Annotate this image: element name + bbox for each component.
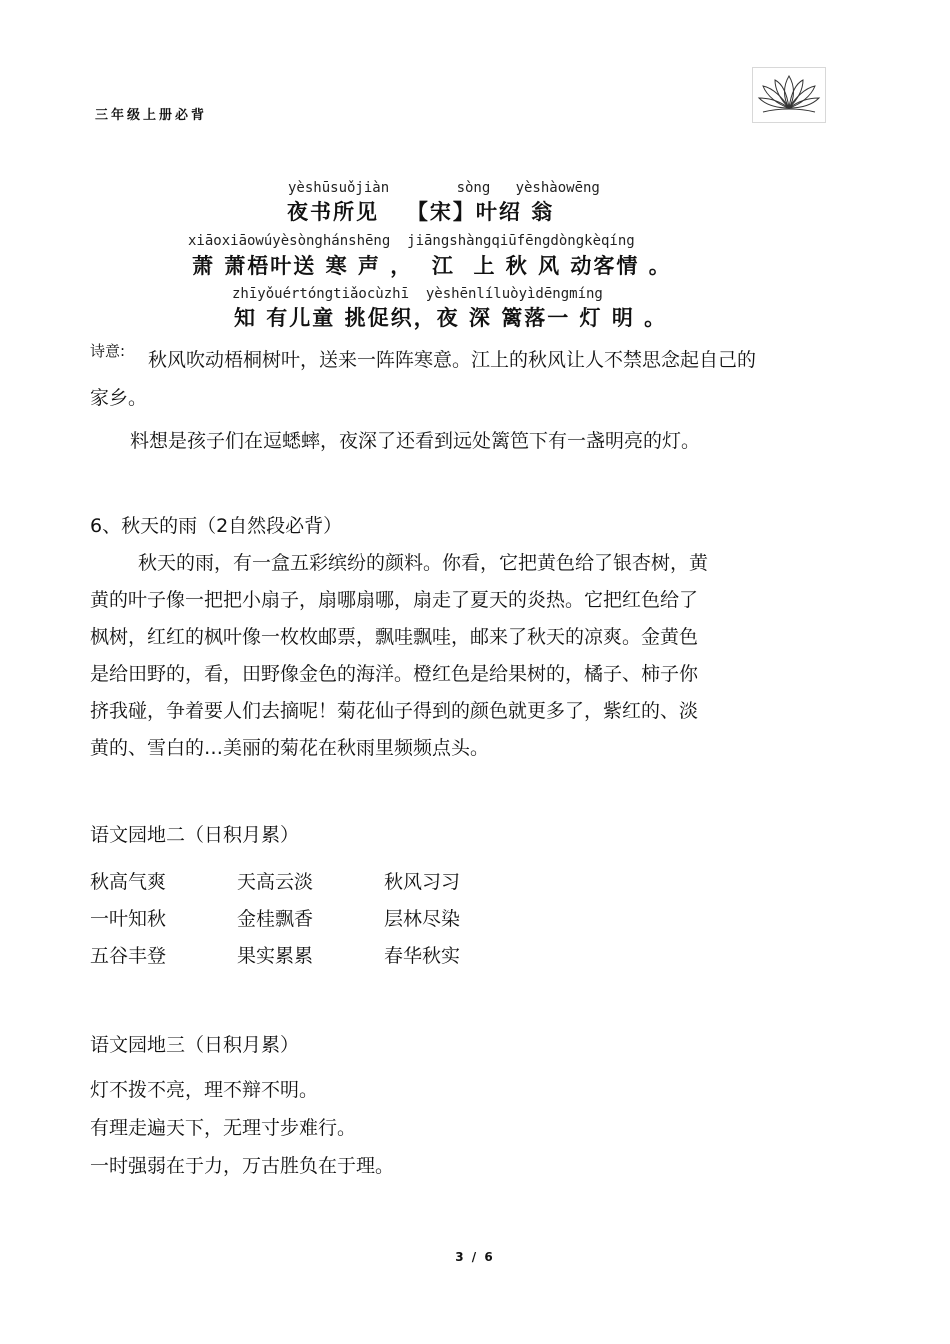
idiom: 秋风习习	[384, 871, 461, 893]
idiom: 天高云淡	[237, 871, 314, 893]
section6-line: 是给田野的，看，田野像金色的海洋。橙红色是给果树的，橘子、柿子你	[90, 663, 699, 685]
idiom: 一叶知秋	[90, 908, 167, 930]
lotus-icon	[752, 67, 826, 123]
section6-heading: 6、秋天的雨（2自然段必背）	[90, 515, 343, 537]
idiom: 秋高气爽	[90, 871, 167, 893]
meaning-label: 诗意:	[90, 342, 126, 360]
poem-line1: 萧 萧梧叶送 寒 声 ， 江 上 秋 风 动客情 。	[192, 254, 672, 278]
section6-line: 黄的叶子像一把把小扇子，扇哪扇哪，扇走了夏天的炎热。它把红色给了	[90, 589, 699, 611]
garden3-heading: 语文园地三（日积月累）	[90, 1034, 300, 1056]
meaning-line-3: 料想是孩子们在逗蟋蟀，夜深了还看到远处篱笆下有一盏明亮的灯。	[130, 430, 701, 452]
saying-line: 有理走遍天下，无理寸步难行。	[90, 1117, 357, 1139]
idiom-row	[90, 867, 531, 894]
idiom: 层林尽染	[384, 908, 461, 930]
section6-line: 黄的、雪白的…美丽的菊花在秋雨里频频点头。	[90, 737, 490, 759]
saying-line: 一时强弱在于力，万古胜负在于理。	[90, 1155, 395, 1177]
idiom: 春华秋实	[384, 945, 461, 967]
section6-line: 枫树，红红的枫叶像一枚枚邮票，飘哇飘哇，邮来了秋天的凉爽。金黄色	[90, 626, 699, 648]
meaning-line-2: 家乡。	[90, 387, 148, 409]
idiom: 金桂飘香	[237, 908, 314, 930]
garden2-heading: 语文园地二（日积月累）	[90, 824, 300, 846]
poem-line2: 知 有儿童 挑促织，夜 深 篱落一 灯 明 。	[234, 306, 668, 330]
page-number: 3 / 6	[455, 1250, 495, 1264]
poem-line1-pinyin: xiāoxiāowúyèsònghánshēng jiāngshàngqiūfēngdòngkèqíng	[188, 233, 635, 249]
poem-title-pinyin: yèshūsuǒjiàn sòng yèshàowēng	[288, 180, 600, 196]
meaning-line-1: 秋风吹动梧桐树叶，送来一阵阵寒意。江上的秋风让人不禁思念起自己的	[148, 349, 757, 371]
idiom: 果实累累	[237, 945, 314, 967]
poem-title: 夜书所见 【宋】叶绍 翁	[287, 200, 555, 224]
page-header-title: 三年级上册必背	[95, 108, 208, 123]
idiom: 五谷丰登	[90, 945, 167, 967]
section6-line: 挤我碰，争着要人们去摘呢！菊花仙子得到的颜色就更多了，紫红的、淡	[90, 700, 699, 722]
saying-line: 灯不拨不亮，理不辩不明。	[90, 1079, 319, 1101]
poem-line2-pinyin: zhīyǒuértóngtiǎocùzhī yèshēnlíluòyìdēngmíng	[232, 286, 603, 302]
idiom-row	[90, 941, 531, 968]
section6-line: 秋天的雨，有一盒五彩缤纷的颜料。你看，它把黄色给了银杏树，黄	[138, 552, 709, 574]
idiom-row	[90, 904, 531, 931]
